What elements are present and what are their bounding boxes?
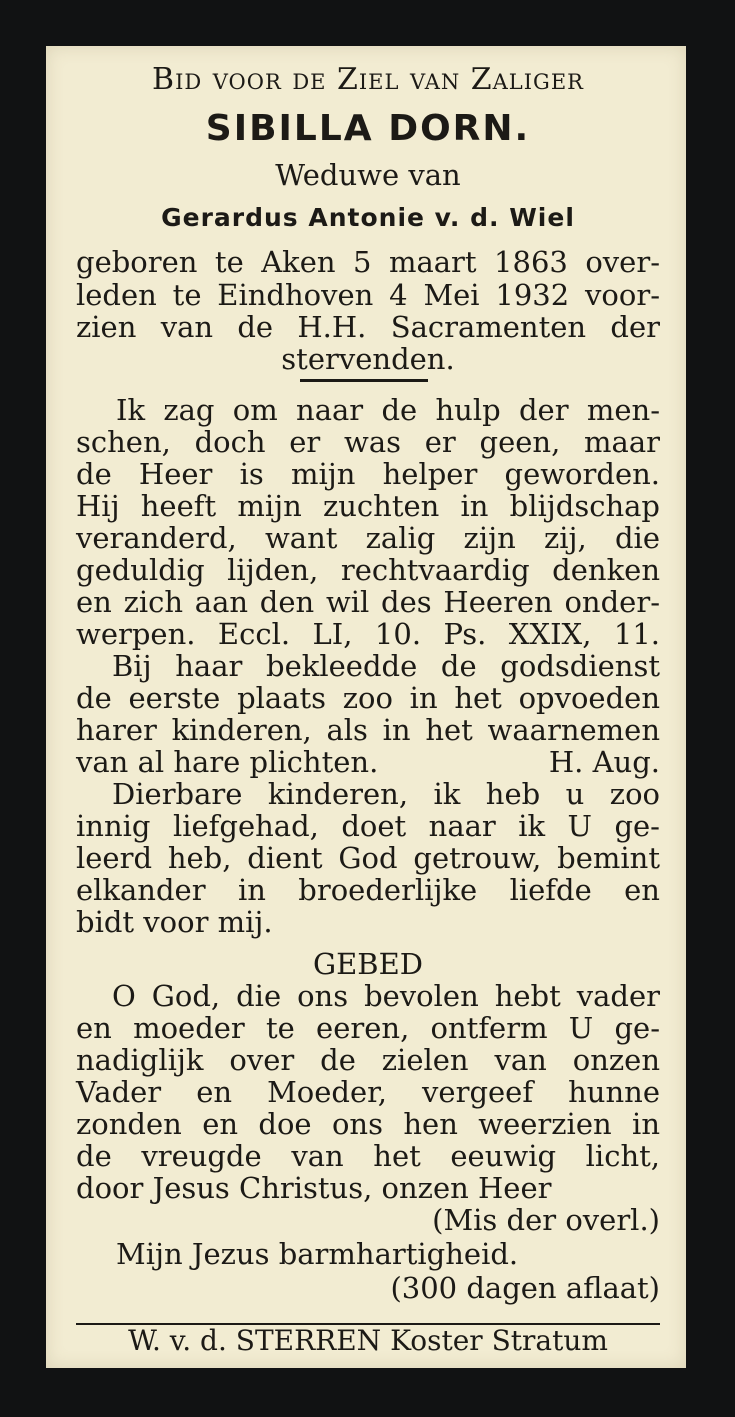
verse-line: elkander in broederlijke liefde en <box>76 873 660 907</box>
verse-line: bidt voor mij. <box>76 905 273 939</box>
divider-rule <box>300 379 428 382</box>
printer-line: W. v. d. STERREN Koster Stratum <box>128 1324 608 1357</box>
indulgence: (300 dagen aflaat) <box>390 1271 660 1305</box>
verse-line: de Heer is mijn helper geworden. <box>76 457 660 491</box>
verse-source: H. Aug. <box>548 745 660 779</box>
prayer-line: en moeder te eeren, ontferm U ge- <box>76 1011 660 1045</box>
verse-line: schen, doch er was er geen, maar <box>76 425 660 459</box>
verse-line: van al hare plichten. <box>76 745 379 779</box>
prayer-line: door Jesus Christus, onzen Heer <box>76 1171 552 1205</box>
card-header: Bid voor de Ziel van Zaliger <box>152 62 584 97</box>
verse-line: werpen. Eccl. LI, 10. Ps. XXIX, 11. <box>76 617 660 651</box>
verse-line: Ik zag om naar de hulp der men- <box>116 393 660 427</box>
prayer-line: zonden en doe ons hen weerzien in <box>76 1107 660 1141</box>
verse-line: leerd heb, dient God getrouw, bemint <box>76 841 660 875</box>
husband-name: Gerardus Antonie v. d. Wiel <box>161 203 575 232</box>
bio-line: zien van de H.H. Sacramenten der <box>76 310 660 344</box>
verse-line: en zich aan den wil des Heeren onder- <box>76 585 660 619</box>
bio-line: leden te Eindhoven 4 Mei 1932 voor- <box>76 278 660 312</box>
prayer-line: nadiglijk over de zielen van onzen <box>76 1043 660 1077</box>
memorial-card <box>46 46 686 1368</box>
verse-line: Bij haar bekleedde de godsdienst <box>112 649 660 683</box>
bio-line: stervenden. <box>281 342 455 376</box>
verse-line: geduldig lijden, rechtvaardig denken <box>76 553 660 587</box>
verse-line: Hij heeft mijn zuchten in blijdschap <box>76 489 660 523</box>
ejaculation: Mijn Jezus barmhartigheid. <box>116 1237 519 1271</box>
bio-line: geboren te Aken 5 maart 1863 over- <box>76 245 660 279</box>
verse-line: veranderd, want zalig zijn zij, die <box>76 521 660 555</box>
widow-of: Weduwe van <box>275 158 461 192</box>
prayer-line: de vreugde van het eeuwig licht, <box>76 1139 660 1173</box>
prayer-line: Vader en Moeder, vergeef hunne <box>76 1075 660 1109</box>
prayer-line: O God, die ons bevolen hebt vader <box>112 979 660 1013</box>
verse-line: Dierbare kinderen, ik heb u zoo <box>112 777 660 811</box>
verse-line: innig liefgehad, doet naar ik U ge- <box>76 809 660 843</box>
prayer-source: (Mis der overl.) <box>432 1203 660 1237</box>
deceased-name: SIBILLA DORN. <box>205 108 531 149</box>
prayer-title: GEBED <box>312 947 424 981</box>
verse-line: de eerste plaats zoo in het opvoeden <box>76 681 660 715</box>
verse-line: harer kinderen, als in het waarnemen <box>76 713 660 747</box>
